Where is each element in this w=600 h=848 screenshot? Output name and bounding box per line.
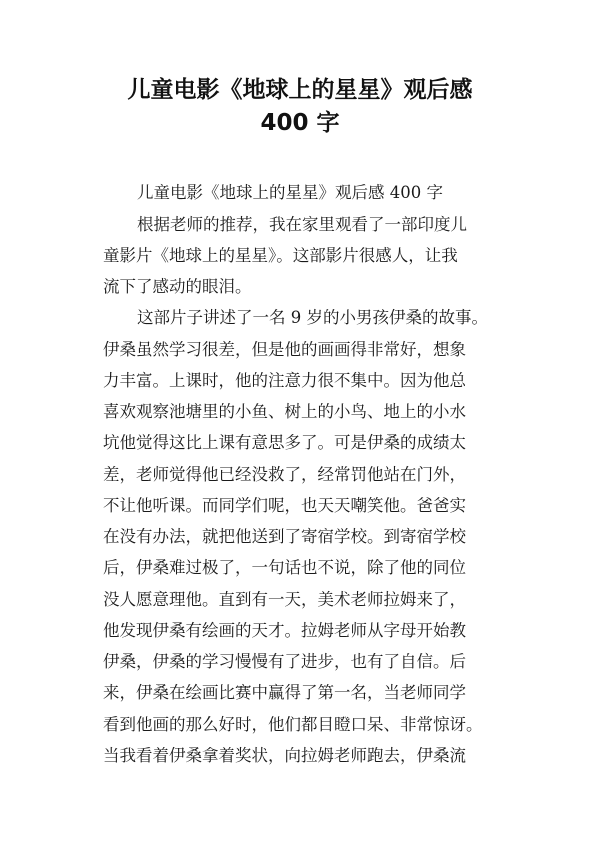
paragraph-line: 没人愿意理他。直到有一天，美术老师拉姆来了，	[103, 590, 466, 609]
paragraph-line: 不让他听课。而同学们呢，也天天嘲笑他。爸爸实	[103, 496, 466, 515]
paragraph-line: 根据老师的推荐，我在家里观看了一部印度儿	[137, 215, 467, 234]
document-title-suffix: 400 字	[260, 110, 340, 136]
paragraph-line: 童影片《地球上的星星》。这部影片很感人，让我	[103, 246, 458, 265]
paragraph-line: 这部片子讲述了一名 9 岁的小男孩伊桑的故事。	[137, 308, 488, 327]
paragraph-line: 看到他画的那么好时，他们都目瞪口呆、非常惊讶。	[103, 715, 483, 734]
paragraph-line: 后，伊桑难过极了，一句话也不说，除了他的同位	[103, 558, 466, 577]
paragraph-line: 流下了感动的眼泪。	[103, 277, 252, 296]
paragraph-line: 力丰富。上课时，他的注意力很不集中。因为他总	[103, 371, 466, 390]
paragraph-line: 他发现伊桑有绘画的天才。拉姆老师从字母开始教	[103, 621, 466, 640]
document-title: 儿童电影《地球上的星星》观后感	[127, 77, 473, 103]
paragraph-line: 当我看着伊桑拿着奖状，向拉姆老师跑去，伊桑流	[103, 746, 466, 765]
paragraph-line: 伊桑虽然学习很差，但是他的画画得非常好，想象	[103, 340, 466, 359]
paragraph-line: 来，伊桑在绘画比赛中赢得了第一名，当老师同学	[103, 683, 466, 702]
paragraph-line: 在没有办法，就把他送到了寄宿学校。到寄宿学校	[103, 527, 466, 546]
paragraph-line: 喜欢观察池塘里的小鱼、树上的小鸟、地上的小水	[103, 402, 466, 421]
subtitle-line: 儿童电影《地球上的星星》观后感 400 字	[137, 183, 443, 202]
paragraph-line: 坑他觉得这比上课有意思多了。可是伊桑的成绩太	[103, 433, 466, 452]
paragraph-line: 伊桑，伊桑的学习慢慢有了进步，也有了自信。后	[103, 652, 466, 671]
paragraph-line: 差，老师觉得他已经没救了，经常罚他站在门外，	[103, 465, 466, 484]
